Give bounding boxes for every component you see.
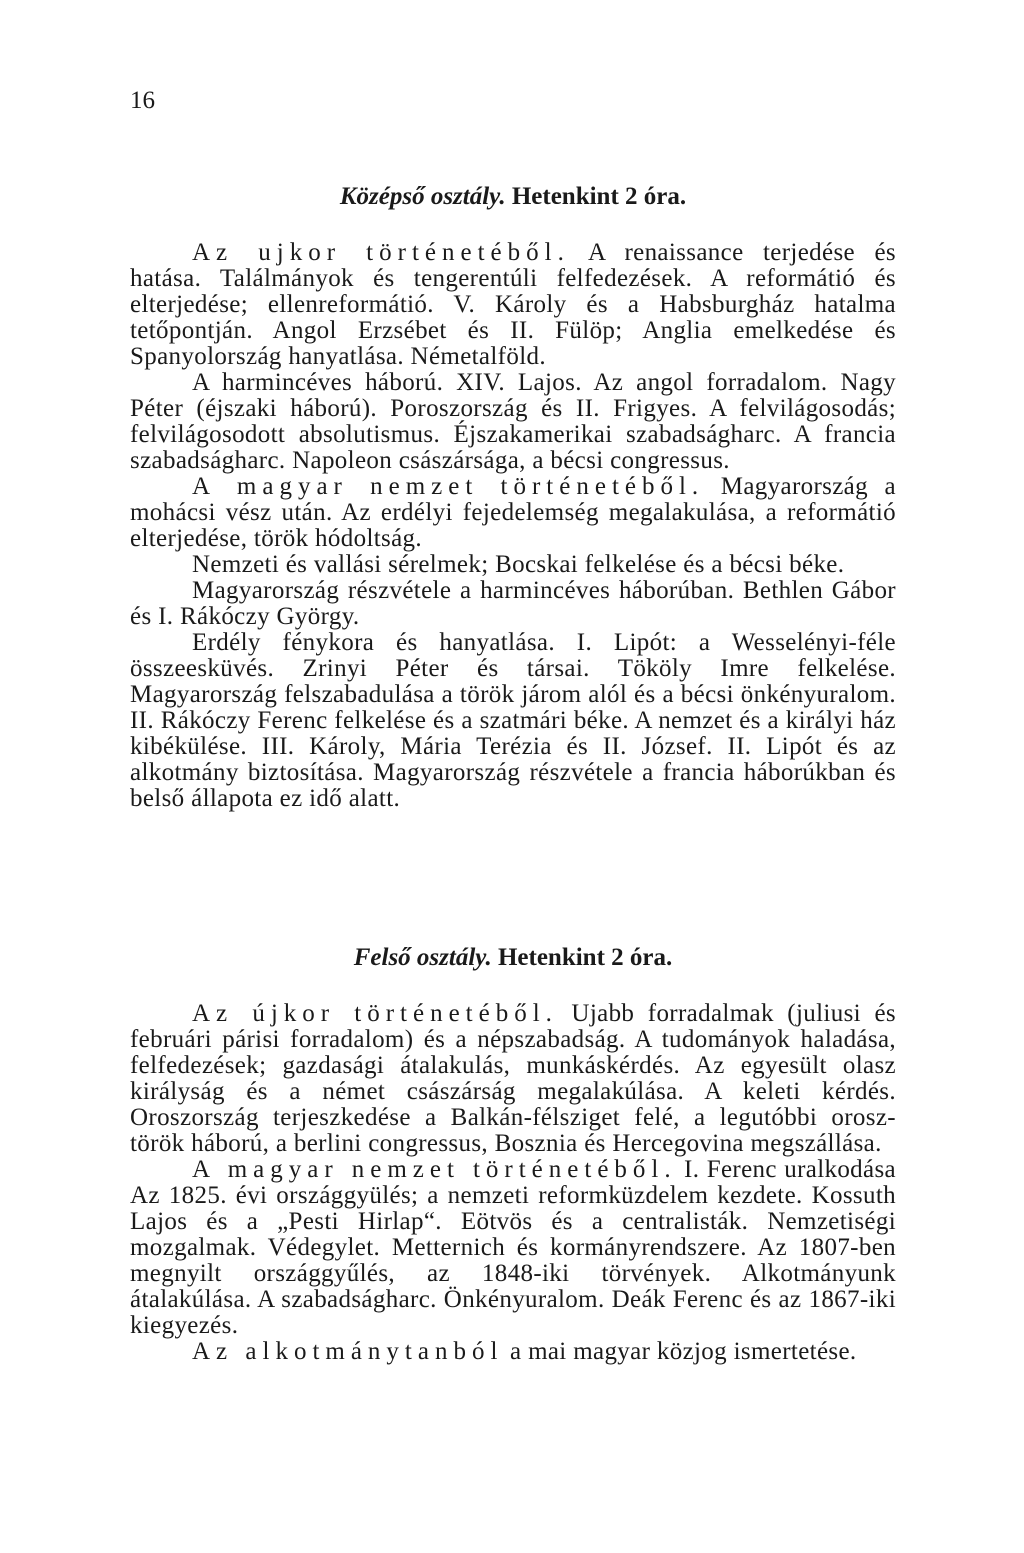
paragraph [130,1001,896,1157]
paragraph-text: Nemzeti és vallási sérelmek; Bocskai felkelése és a bécsi béke. [192,551,845,578]
spaced-lead: A magyar nemzet történetéből. [192,1156,677,1183]
section-body-kozepso [130,240,896,812]
paragraph-text: Erdély fénykora és hanyatlása. I. Lipót: a Wesselényi-féle összeesküvés. Zrinyi Péter és társai. Tököly Imre felkelése. Magyarország felszabadulása a török járom alól és a bécsi önkényuralom. II. Rákóczy Ferenc felkelése és a szatmári béke. A nemzet és a királyi ház kibékülése. III. Károly, Mária Terézia és II. József. II. Lipót és az alkotmány biztosítása. Magyarország részvétele a francia háborúkban és belső állapota ez idő alatt. [130,629,896,812]
paragraph-text: A harmincéves háború. XIV. Lajos. Az angol forradalom. Nagy Péter (éjszaki háború). Poroszország és II. Frigyes. A felvilágosodás; felvilágosodott absolutismus. Éjszakamerikai szabadságharc. A francia szabadságharc. Napoleon császársága, a bécsi congressus. [130,369,896,474]
section-heading-italic: Középső osztály. [339,183,506,210]
section-heading-kozepso [130,182,896,212]
section-heading-italic: Felső osztály. [353,944,492,971]
spaced-lead: A magyar nemzet történetéből. [192,473,705,500]
paragraph [130,1339,896,1365]
spaced-lead: Az újkor történetéből. [192,1000,558,1027]
section-heading-text: Hetenkint 2 óra. [491,944,673,971]
section-body-felso [130,1001,896,1365]
paragraph-text: Magyarország a mohácsi vész után. Az erdélyi fejedelemség megalakulása, a reformátió elterjedése, török hódoltság. [130,473,897,552]
paragraph [130,552,896,578]
paragraph [130,474,896,552]
paragraph [130,370,896,474]
paragraph-text: Ujabb forradalmak (juliusi és februári párisi forradalom) és a népszabadság. A tudományok haladása, felfedezések; gazdasági átalakulás, munkáskérdés. Az egyesült olasz királyság és a német császárság megalakúlása. A keleti kérdés. Oroszország terjeszkedése a Balkán-félsziget felé, a legutóbbi orosz-török háború, a berlini congressus, Bosznia és Hercegovina megszállása. [130,1000,896,1157]
page-number: 16 [130,87,155,114]
paragraph-text: a mai magyar közjog ismertetése. [503,1338,857,1365]
paragraph [130,240,896,370]
paragraph [130,578,896,630]
paragraph-text: A renaissance terjedése és hatása. Találmányok és tengerentúli felfedezések. A reformátió és elterjedése; ellenreformátió. V. Károly és a Habsburgház hatalma tetőpontján. Angol Erzsébet és II. Fülöp; Anglia emelkedése és Spanyolország hanyatlása. Németalföld. [130,239,896,370]
paragraph [130,1157,896,1339]
paragraph-text: I. Ferenc uralkodása Az 1825. évi országgyülés; a nemzeti reformküzdelem kezdete. Kossuth Lajos és a „Pesti Hirlap“. Eötvös és a centralisták. Nemzetiségi mozgalmak. Védegylet. Metternich és kormányrendszere. Az 1807-ben megnyilt országgyűlés, az 1848-iki törvények. Alkotmányunk átalakúlása. A szabadságharc. Önkényuralom. Deák Ferenc és az 1867-iki kiegyezés. [130,1156,897,1339]
paragraph-text: Magyarország részvétele a harmincéves háborúban. Bethlen Gábor és I. Rákóczy György. [130,577,896,630]
section-heading-felso [130,943,896,973]
section-heading-text: Hetenkint 2 óra. [505,183,687,210]
paragraph [130,630,896,812]
spaced-lead: Az ujkor történetéből. [192,239,570,266]
spaced-lead: Az alkotmánytanból [192,1338,504,1365]
